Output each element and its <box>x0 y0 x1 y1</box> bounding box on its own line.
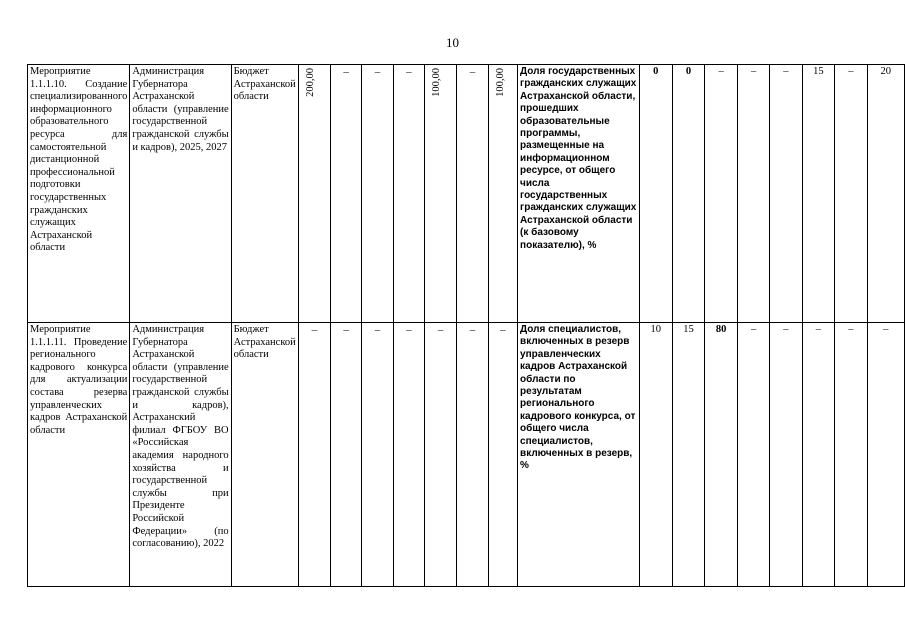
fin-cell: – <box>393 323 424 587</box>
indicator-value: 0 <box>639 65 672 323</box>
page-number: 10 <box>446 35 459 50</box>
indicator: Доля специалистов, включенных в резерв управленческих кадров Астраханской области по результатам регионального кадрового конкурса, от общего числа специалистов, включенных в резерв, % <box>518 323 640 587</box>
fin-cell <box>425 65 457 323</box>
fin-total <box>298 65 330 323</box>
indicator-value: – <box>867 323 904 587</box>
fin-cell: – <box>298 323 330 587</box>
fin-cell: – <box>457 65 488 323</box>
funding-source: Бюджет Астраханской области <box>231 323 298 587</box>
indicator-value: – <box>737 65 769 323</box>
fin-cell: – <box>457 323 488 587</box>
indicator-value: – <box>802 323 835 587</box>
fin-cell <box>488 65 517 323</box>
indicator-value: 15 <box>802 65 835 323</box>
indicator-value: 80 <box>705 323 738 587</box>
indicator-value: 20 <box>867 65 904 323</box>
executor: Администрация Губернатора Астраханской области (управление государственной гражданской службы и кадров), Астраханский филиал ФГБОУ ВО «Российская академия народного хозяйства и государственной службы при Президенте Российской Федерации» (по согласованию), 2022 <box>130 323 231 587</box>
event-name: Мероприятие 1.1.1.11. Проведение регионального кадрового конкурса для актуализации состава резерва управленческих кадров Астраханской области <box>28 323 130 587</box>
fin-value: 200,00 <box>304 68 316 97</box>
fin-cell: – <box>362 323 393 587</box>
indicator-value: – <box>835 65 867 323</box>
fin-cell: – <box>425 323 457 587</box>
fin-value: 100,00 <box>431 68 443 97</box>
indicator-value: – <box>835 323 867 587</box>
fin-cell: – <box>330 65 361 323</box>
indicator-value: – <box>770 323 802 587</box>
indicator-value: – <box>737 323 769 587</box>
program-table <box>27 64 905 587</box>
funding-source: Бюджет Астраханской области <box>231 65 298 323</box>
indicator: Доля государственных гражданских служащих Астраханской области, прошедших образовательные программы, размещенные на информационном ресурсе, от общего числа государственных гражданских служащих Астраханской области (к базовому показателю), % <box>518 65 640 323</box>
table-row <box>28 323 905 587</box>
indicator-value: 10 <box>639 323 672 587</box>
fin-cell: – <box>393 65 424 323</box>
indicator-value: – <box>705 65 738 323</box>
indicator-value: 0 <box>672 65 705 323</box>
fin-cell: – <box>330 323 361 587</box>
table-row <box>28 65 905 323</box>
indicator-value: – <box>770 65 802 323</box>
indicator-value: 15 <box>672 323 705 587</box>
executor: Администрация Губернатора Астраханской области (управление государственной гражданской службы и кадров), 2025, 2027 <box>130 65 231 323</box>
fin-cell: – <box>488 323 517 587</box>
fin-cell: – <box>362 65 393 323</box>
fin-value: 100,00 <box>494 68 506 97</box>
event-name: Мероприятие 1.1.1.10. Создание специализированного информационного образовательного ресурса для самостоятельной дистанционной профессиональной подготовки государственных гражданских служащих Астраханской области <box>28 65 130 323</box>
